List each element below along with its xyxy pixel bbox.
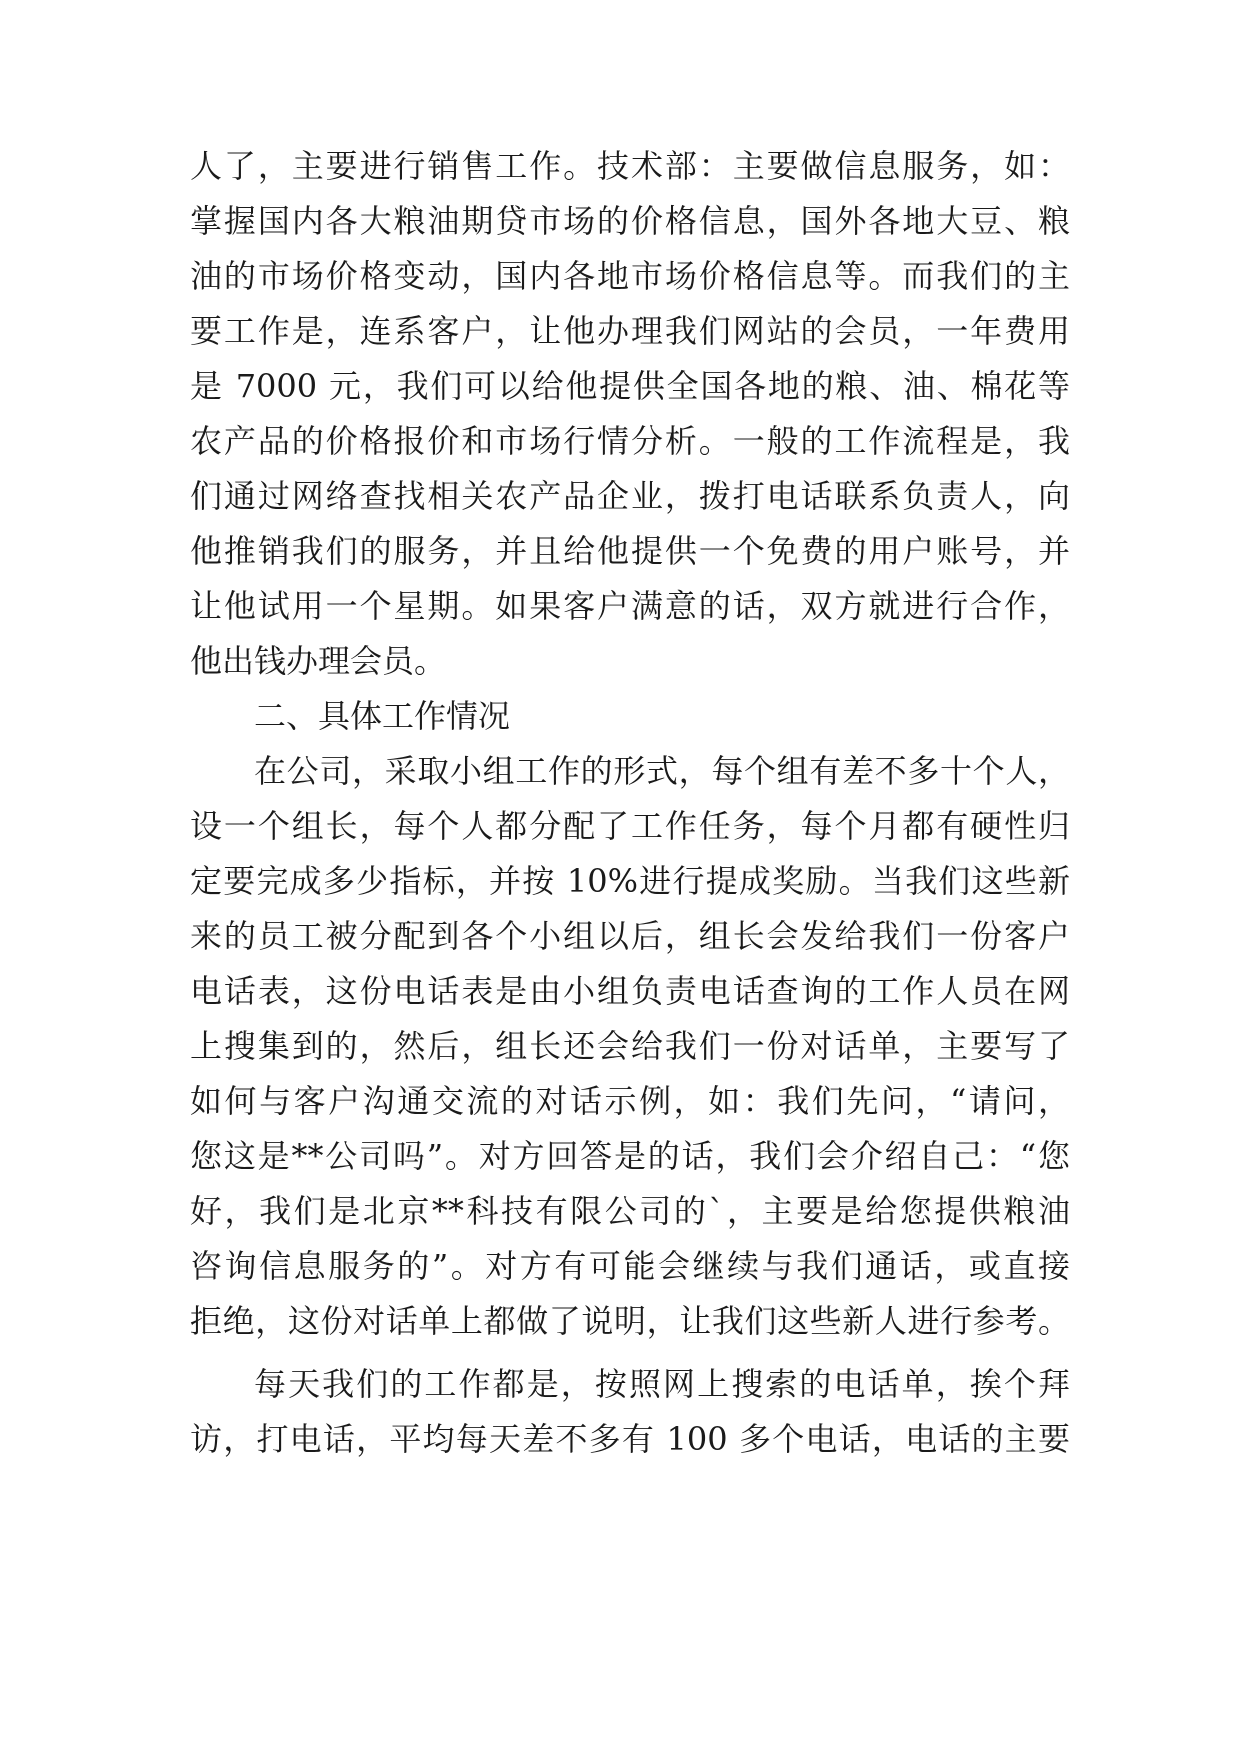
paragraph-line: 是 7000 元，我们可以给他提供全国各地的粮、油、棉花等 — [190, 367, 1070, 405]
paragraph-line: 拒绝，这份对话单上都做了说明，让我们这些新人进行参考。 — [190, 1302, 1070, 1340]
paragraph-line: 您这是**公司吗”。对方回答是的话，我们会介绍自己：“您 — [190, 1137, 1070, 1175]
paragraph-line: 设一个组长，每个人都分配了工作任务，每个月都有硬性归 — [190, 807, 1070, 845]
paragraph-line: 定要完成多少指标，并按 10%进行提成奖励。当我们这些新 — [190, 862, 1070, 900]
paragraph-line: 他推销我们的服务，并且给他提供一个免费的用户账号，并 — [190, 532, 1070, 570]
section-heading: 二、具体工作情况 — [254, 697, 511, 735]
paragraph-line: 农产品的价格报价和市场行情分析。一般的工作流程是，我 — [190, 422, 1070, 460]
paragraph-line: 他出钱办理会员。 — [190, 642, 447, 680]
paragraph-line: 好，我们是北京**科技有限公司的`，主要是给您提供粮油 — [190, 1192, 1070, 1230]
paragraph-line: 咨询信息服务的”。对方有可能会继续与我们通话，或直接 — [190, 1247, 1070, 1285]
paragraph-line: 如何与客户沟通交流的对话示例，如：我们先问，“请问， — [190, 1082, 1070, 1120]
paragraph-line: 来的员工被分配到各个小组以后，组长会发给我们一份客户 — [190, 917, 1070, 955]
paragraph-line: 人了，主要进行销售工作。技术部：主要做信息服务，如： — [190, 147, 1070, 185]
paragraph-line: 访，打电话，平均每天差不多有 100 多个电话，电话的主要 — [190, 1420, 1070, 1458]
paragraph-line: 要工作是，连系客户，让他办理我们网站的会员，一年费用 — [190, 312, 1070, 350]
paragraph-line: 们通过网络查找相关农产品企业，拨打电话联系负责人，向 — [190, 477, 1070, 515]
paragraph-line: 每天我们的工作都是，按照网上搜索的电话单，挨个拜 — [254, 1365, 1070, 1403]
paragraph-line: 电话表，这份电话表是由小组负责电话查询的工作人员在网 — [190, 972, 1070, 1010]
paragraph-line: 上搜集到的，然后，组长还会给我们一份对话单，主要写了 — [190, 1027, 1070, 1065]
paragraph-line: 掌握国内各大粮油期贷市场的价格信息，国外各地大豆、粮 — [190, 202, 1070, 240]
paragraph-line: 在公司，采取小组工作的形式，每个组有差不多十个人， — [254, 752, 1070, 790]
paragraph-line: 让他试用一个星期。如果客户满意的话，双方就进行合作， — [190, 587, 1070, 625]
paragraph-line: 油的市场价格变动，国内各地市场价格信息等。而我们的主 — [190, 257, 1070, 295]
